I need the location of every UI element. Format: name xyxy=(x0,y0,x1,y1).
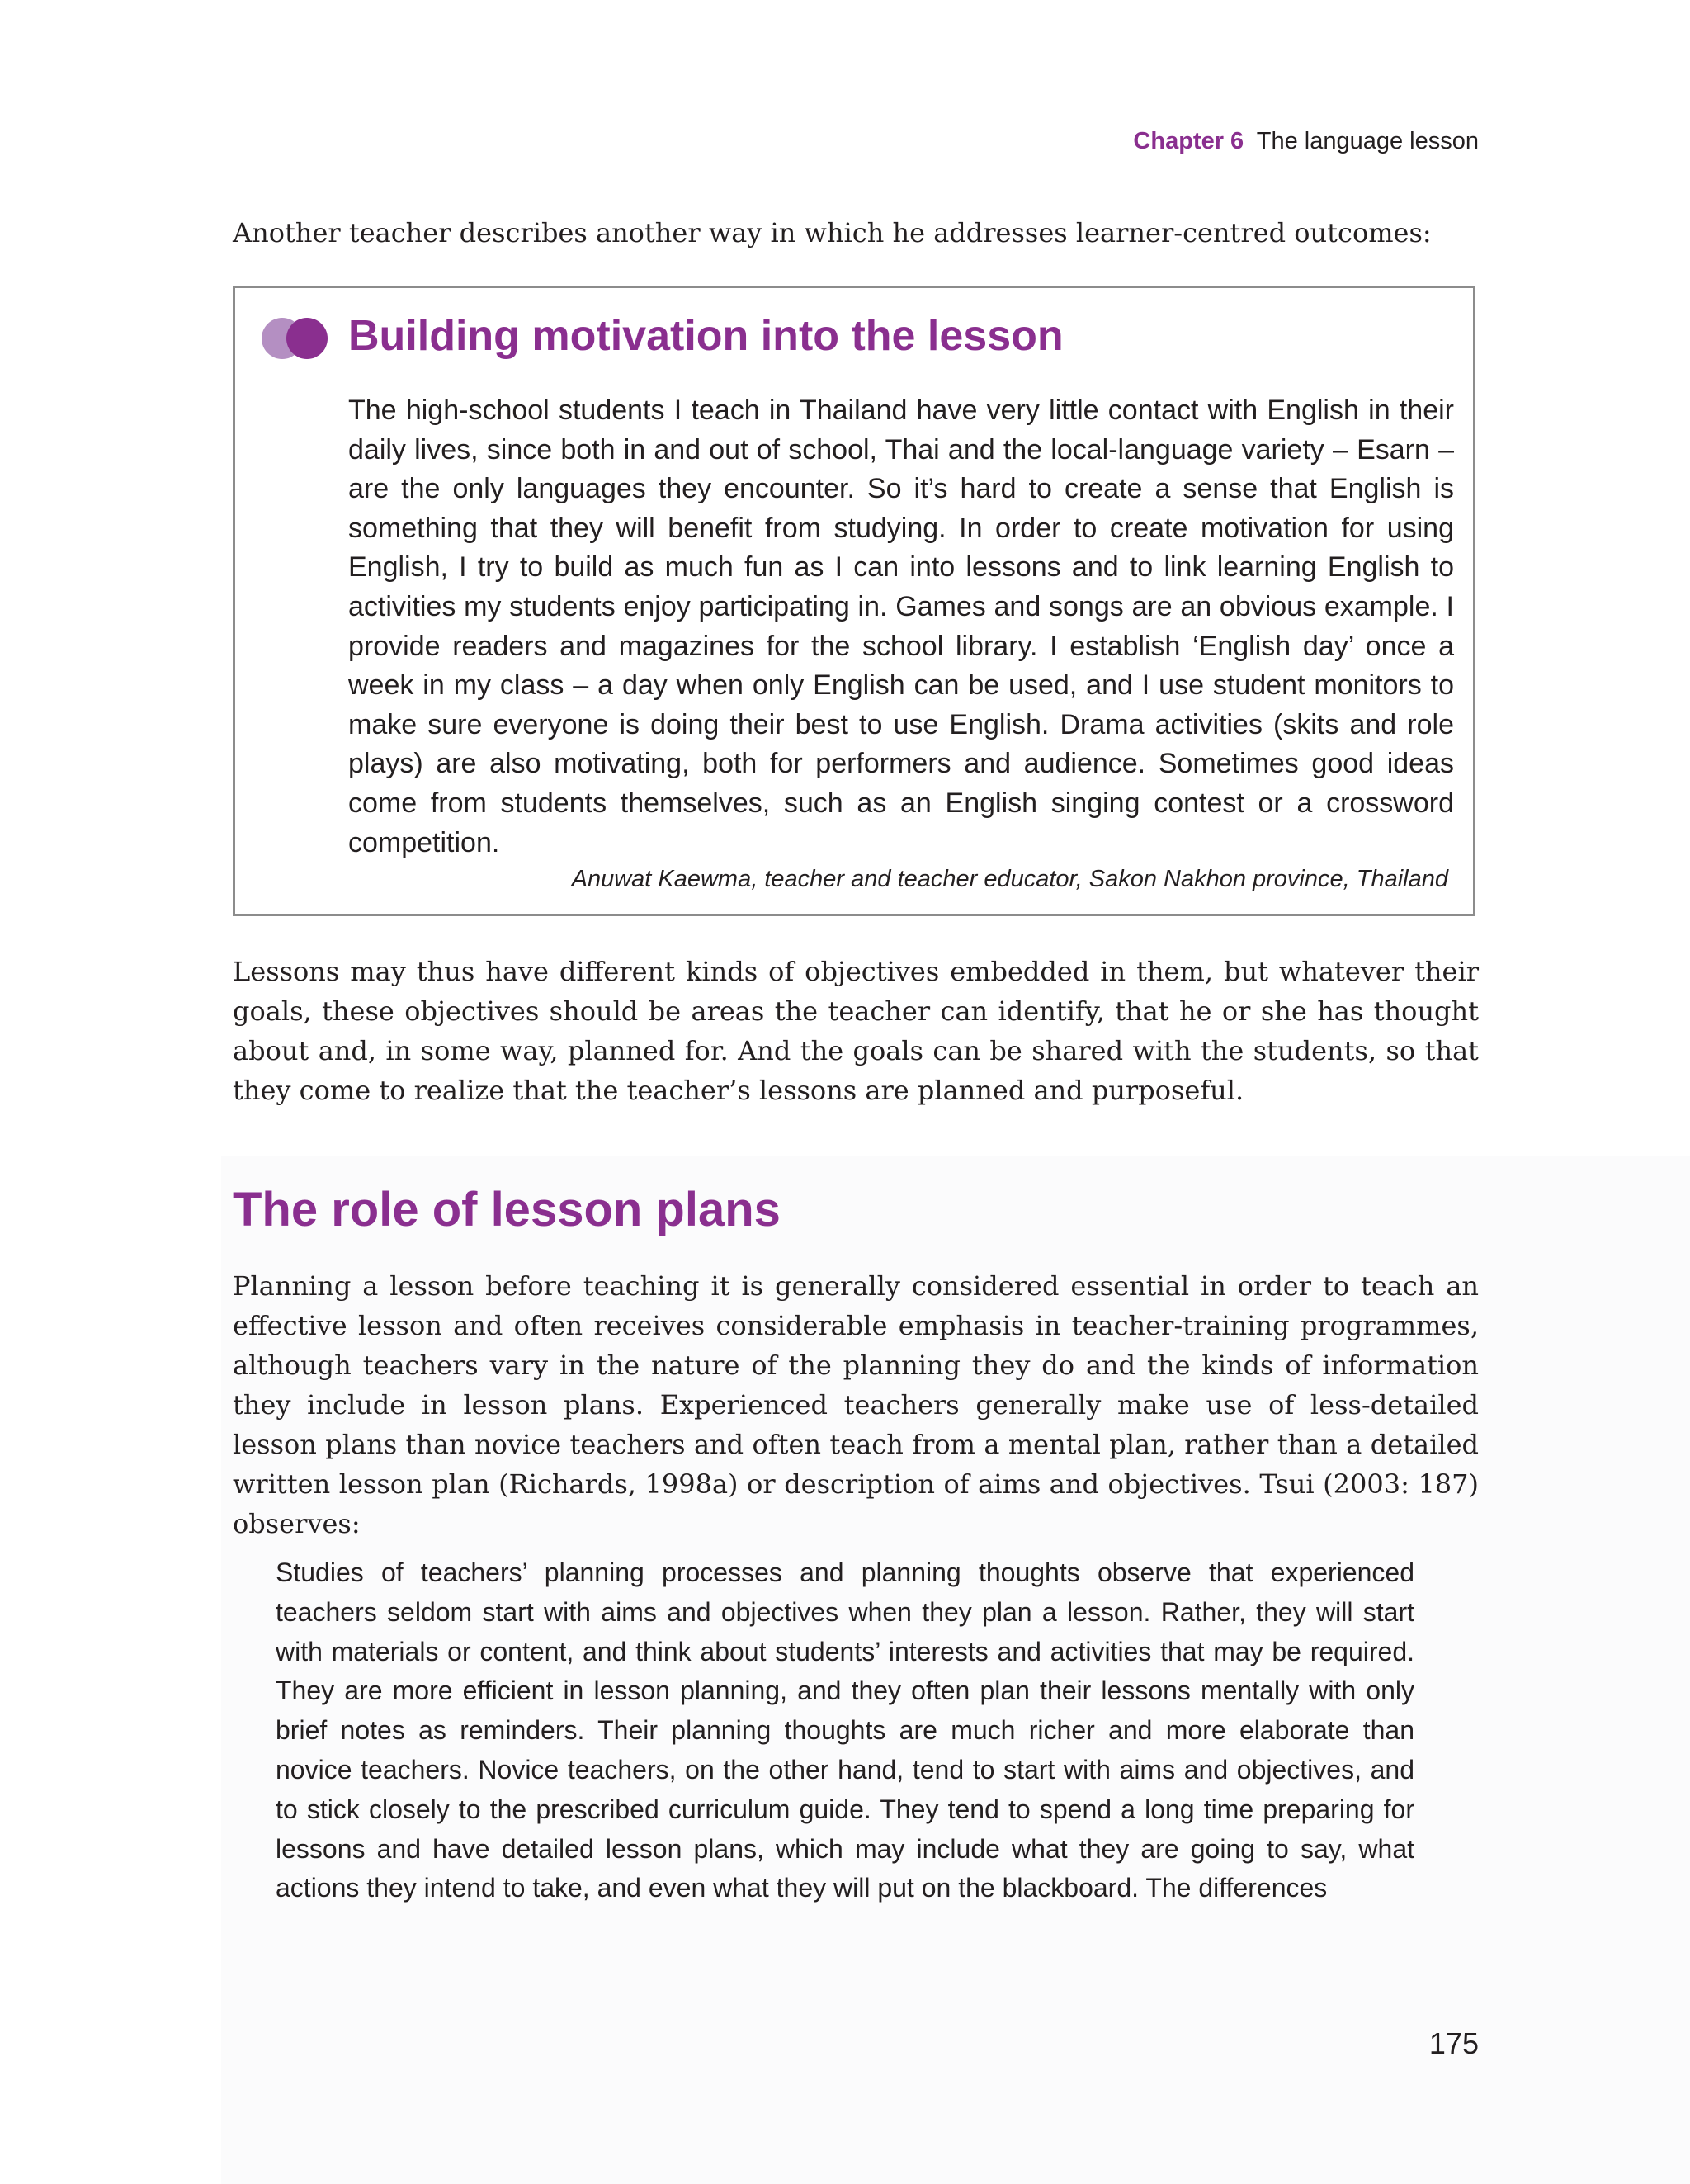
running-head-chapter: Chapter 6 xyxy=(1133,128,1244,154)
section-heading: The role of lesson plans xyxy=(233,1183,781,1236)
lesson-plans-paragraph: Planning a lesson before teaching it is generally considered essential in order to teach an effective lesson and often receives considerable emphasis in teacher-training programmes, although teachers vary in the nature of the planning they do and the kinds of information they include in lesson plans. Experienced teachers generally make use of less-detailed lesson plans than novice teachers and often teach from a mental plan, rather than a detailed written lesson plan (Richards, 1998a) or description of aims and objectives. Tsui (2003: 187) observes: xyxy=(233,1270,1479,1539)
running-head xyxy=(1133,128,1479,155)
box-text: The high-school students I teach in Thailand have very little contact with English in their daily lives, since both in and out of school, Thai and the local-language variety – Esarn – are the only languages they encounter. So it’s hard to create a sense that English is something that they will benefit from studying. In order to create motivation for using English, I try to build as much fun as I can into lessons and to link learning English to activities my students enjoy participating in. Games and songs are an obvious example. I provide readers and magazines for the school library. I establish ‘English day’ once a week in my class – a day when only English can be used, and I use student monitors to make sure everyone is doing their best to use English. Drama activities (skits and role plays) are also motivating, both for performers and audience. Sometimes good ideas come from students themselves, such as an English singing contest or a crossword competition. xyxy=(348,395,1454,858)
objectives-paragraph: Lessons may thus have different kinds of objectives embedded in them, but whatever their goals, these objectives should be areas the teacher can identify, that he or she has thought about and, in some way, planned for. And the goals can be shared with the students, so that they come to realize that the teacher’s lessons are planned and purposeful. xyxy=(233,956,1479,1106)
page-number: 175 xyxy=(1428,2026,1479,2060)
box-title: Building motivation into the lesson xyxy=(348,312,1064,360)
block-quote: Studies of teachers’ planning processes and planning thoughts observe that experienced teachers seldom start with aims and objectives when they plan a lesson. Rather, they will start with materials or content, and think about students’ interests and activities that may be required. They are more efficient in lesson planning, and they often plan their lessons mentally with only brief notes as reminders. Their planning thoughts are much richer and more elaborate than novice teachers. Novice teachers, on the other hand, tend to start with aims and objectives, and to stick closely to the prescribed curriculum guide. They tend to spend a long time preparing for lessons and have detailed lesson plans, which may include what they are going to say, what actions they intend to take, and even what they will put on the blackboard. The differences xyxy=(276,1558,1414,1903)
intro-paragraph: Another teacher describes another way in which he addresses learner-centred outcomes: xyxy=(233,217,1432,248)
running-head-title: The language lesson xyxy=(1256,128,1479,154)
two-circles-icon xyxy=(262,315,329,362)
box-attribution: Anuwat Kaewma, teacher and teacher educator, Sakon Nakhon province, Thailand xyxy=(571,866,1448,892)
dark-circle xyxy=(286,318,328,359)
teacher-voice-box xyxy=(233,286,1475,916)
